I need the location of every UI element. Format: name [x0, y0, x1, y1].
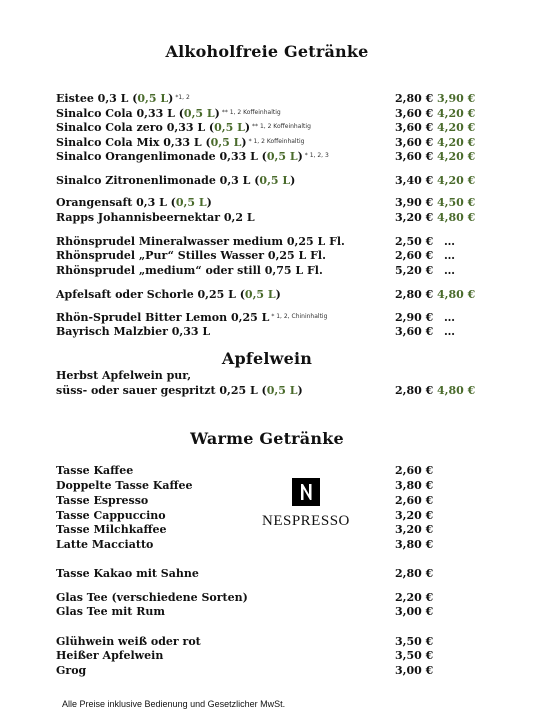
menu-row-apfelwein-line2	[56, 384, 486, 400]
item-price: 2,60 €	[395, 494, 434, 507]
nespresso-wordmark: NESPRESSO	[262, 513, 350, 529]
item-name: Apfelsaft oder Schorle 0,25 L (0,5 L)	[56, 288, 281, 301]
item-price: 2,90 €	[395, 311, 434, 324]
menu-row-rhoen-pur	[56, 249, 486, 265]
menu-row-warm	[56, 567, 486, 583]
item-price-large: 3,90 €	[437, 92, 476, 105]
menu-row-rhoen-075	[56, 264, 486, 280]
section-title-alkoholfrei: Alkoholfreie Getränke	[165, 42, 369, 61]
menu-row-sinalco-orange	[56, 150, 486, 166]
item-price: 2,80 €	[395, 567, 434, 580]
menu-row-sinalco-zitrone	[56, 174, 486, 190]
item-price-large: 4,20 €	[437, 174, 476, 187]
item-price-large: 4,80 €	[437, 211, 476, 224]
item-price-none: …	[444, 264, 455, 277]
item-name: Sinalco Zitronenlimonade 0,3 L (0,5 L)	[56, 174, 296, 187]
item-name: Glühwein weiß oder rot	[56, 635, 201, 648]
item-price-large: 4,20 €	[437, 107, 476, 120]
item-price-none: …	[444, 249, 455, 262]
item-price: 3,50 €	[395, 635, 434, 648]
item-name: Sinalco Cola 0,33 L (0,5 L) $^{** 1, 2 Koffeinhaltig}$	[56, 107, 281, 120]
menu-row-warm	[56, 605, 486, 621]
menu-row-sinalco-zero	[56, 121, 486, 137]
item-name: Rhönsprudel Mineralwasser medium 0,25 L Fl.	[56, 235, 345, 248]
item-price: 2,20 €	[395, 591, 434, 604]
item-price: 3,60 €	[395, 150, 434, 163]
item-name: Herbst Apfelwein pur,	[56, 369, 192, 382]
menu-row-warm	[56, 538, 486, 554]
item-name: Rapps Johannisbeernektar 0,2 L	[56, 211, 255, 224]
item-name: Rhön-Sprudel Bitter Lemon 0,25 L $^{* 1, 2, Chininhaltig}$	[56, 311, 328, 324]
item-price-large: 4,50 €	[437, 196, 476, 209]
item-name: Sinalco Cola Mix 0,33 L (0,5 L) $^{* 1, 2 Koffeinhaltig}$	[56, 136, 305, 149]
item-price: 2,80 €	[395, 92, 434, 105]
item-price: 3,60 €	[395, 136, 434, 149]
menu-row-eistee	[56, 92, 486, 108]
menu-row-warm	[56, 494, 486, 510]
menu-row-orangensaft	[56, 196, 486, 212]
item-price: 3,20 €	[395, 523, 434, 536]
menu-row-warm	[56, 479, 486, 495]
item-price-large: 4,80 €	[437, 384, 476, 397]
item-price-large: 4,20 €	[437, 150, 476, 163]
item-name: Rhönsprudel „Pur“ Stilles Wasser 0,25 L Fl.	[56, 249, 326, 262]
item-price: 2,80 €	[395, 384, 434, 397]
item-price-large: 4,80 €	[437, 288, 476, 301]
item-price: 3,00 €	[395, 664, 434, 677]
item-price: 3,60 €	[395, 121, 434, 134]
item-name: Sinalco Orangenlimonade 0,33 L (0,5 L) $^{* 1, 2, 3}$	[56, 150, 329, 163]
item-price: 3,20 €	[395, 211, 434, 224]
item-price: 3,80 €	[395, 479, 434, 492]
section-title-warm: Warme Getränke	[190, 429, 344, 448]
menu-row-warm	[56, 664, 486, 680]
item-price-large: 4,20 €	[437, 136, 476, 149]
item-price: 3,60 €	[395, 107, 434, 120]
item-price: 2,60 €	[395, 249, 434, 262]
item-price: 2,50 €	[395, 235, 434, 248]
item-name: Eistee 0,3 L (0,5 L) $^{*1, 2}$	[56, 92, 190, 105]
menu-row-warm	[56, 649, 486, 665]
item-name: Latte Macciatto	[56, 538, 154, 551]
menu-row-apfelsaft	[56, 288, 486, 304]
item-price-none: …	[444, 235, 455, 248]
item-name: Doppelte Tasse Kaffee	[56, 479, 193, 492]
item-name: Tasse Kakao mit Sahne	[56, 567, 199, 580]
item-price: 5,20 €	[395, 264, 434, 277]
item-name: Tasse Kaffee	[56, 464, 134, 477]
item-price: 2,80 €	[395, 288, 434, 301]
item-name: Tasse Espresso	[56, 494, 149, 507]
item-price: 3,90 €	[395, 196, 434, 209]
item-name: Rhönsprudel „medium“ oder still 0,75 L Fl.	[56, 264, 323, 277]
nespresso-n-icon	[292, 478, 320, 506]
menu-row-warm	[56, 464, 486, 480]
item-name: Glas Tee (verschiedene Sorten)	[56, 591, 248, 604]
item-price: 3,80 €	[395, 538, 434, 551]
item-price-none: …	[444, 325, 455, 338]
item-name: Heißer Apfelwein	[56, 649, 164, 662]
item-price: 3,00 €	[395, 605, 434, 618]
item-name: süss- oder sauer gespritzt 0,25 L (0,5 L)	[56, 384, 303, 397]
footer-note: Alle Preise inklusive Bedienung und Gesetzlicher MwSt.	[62, 699, 286, 709]
item-name: Tasse Cappuccino	[56, 509, 166, 522]
item-price: 3,60 €	[395, 325, 434, 338]
menu-row-rapps	[56, 211, 486, 227]
item-name: Orangensaft 0,3 L (0,5 L)	[56, 196, 212, 209]
item-price-large: 4,20 €	[437, 121, 476, 134]
item-name: Tasse Milchkaffee	[56, 523, 167, 536]
item-name: Bayrisch Malzbier 0,33 L	[56, 325, 211, 338]
item-name: Grog	[56, 664, 87, 677]
item-name: Glas Tee mit Rum	[56, 605, 165, 618]
item-price: 3,20 €	[395, 509, 434, 522]
item-price-none: …	[444, 311, 455, 324]
item-price: 3,50 €	[395, 649, 434, 662]
item-price: 3,40 €	[395, 174, 434, 187]
item-name: Sinalco Cola zero 0,33 L (0,5 L) $^{** 1, 2 Koffeinhaltig}$	[56, 121, 311, 134]
item-price: 2,60 €	[395, 464, 434, 477]
menu-row-malzbier	[56, 325, 486, 341]
section-title-apfelwein: Apfelwein	[221, 349, 313, 368]
menu-row-apfelwein-line1	[56, 369, 486, 385]
